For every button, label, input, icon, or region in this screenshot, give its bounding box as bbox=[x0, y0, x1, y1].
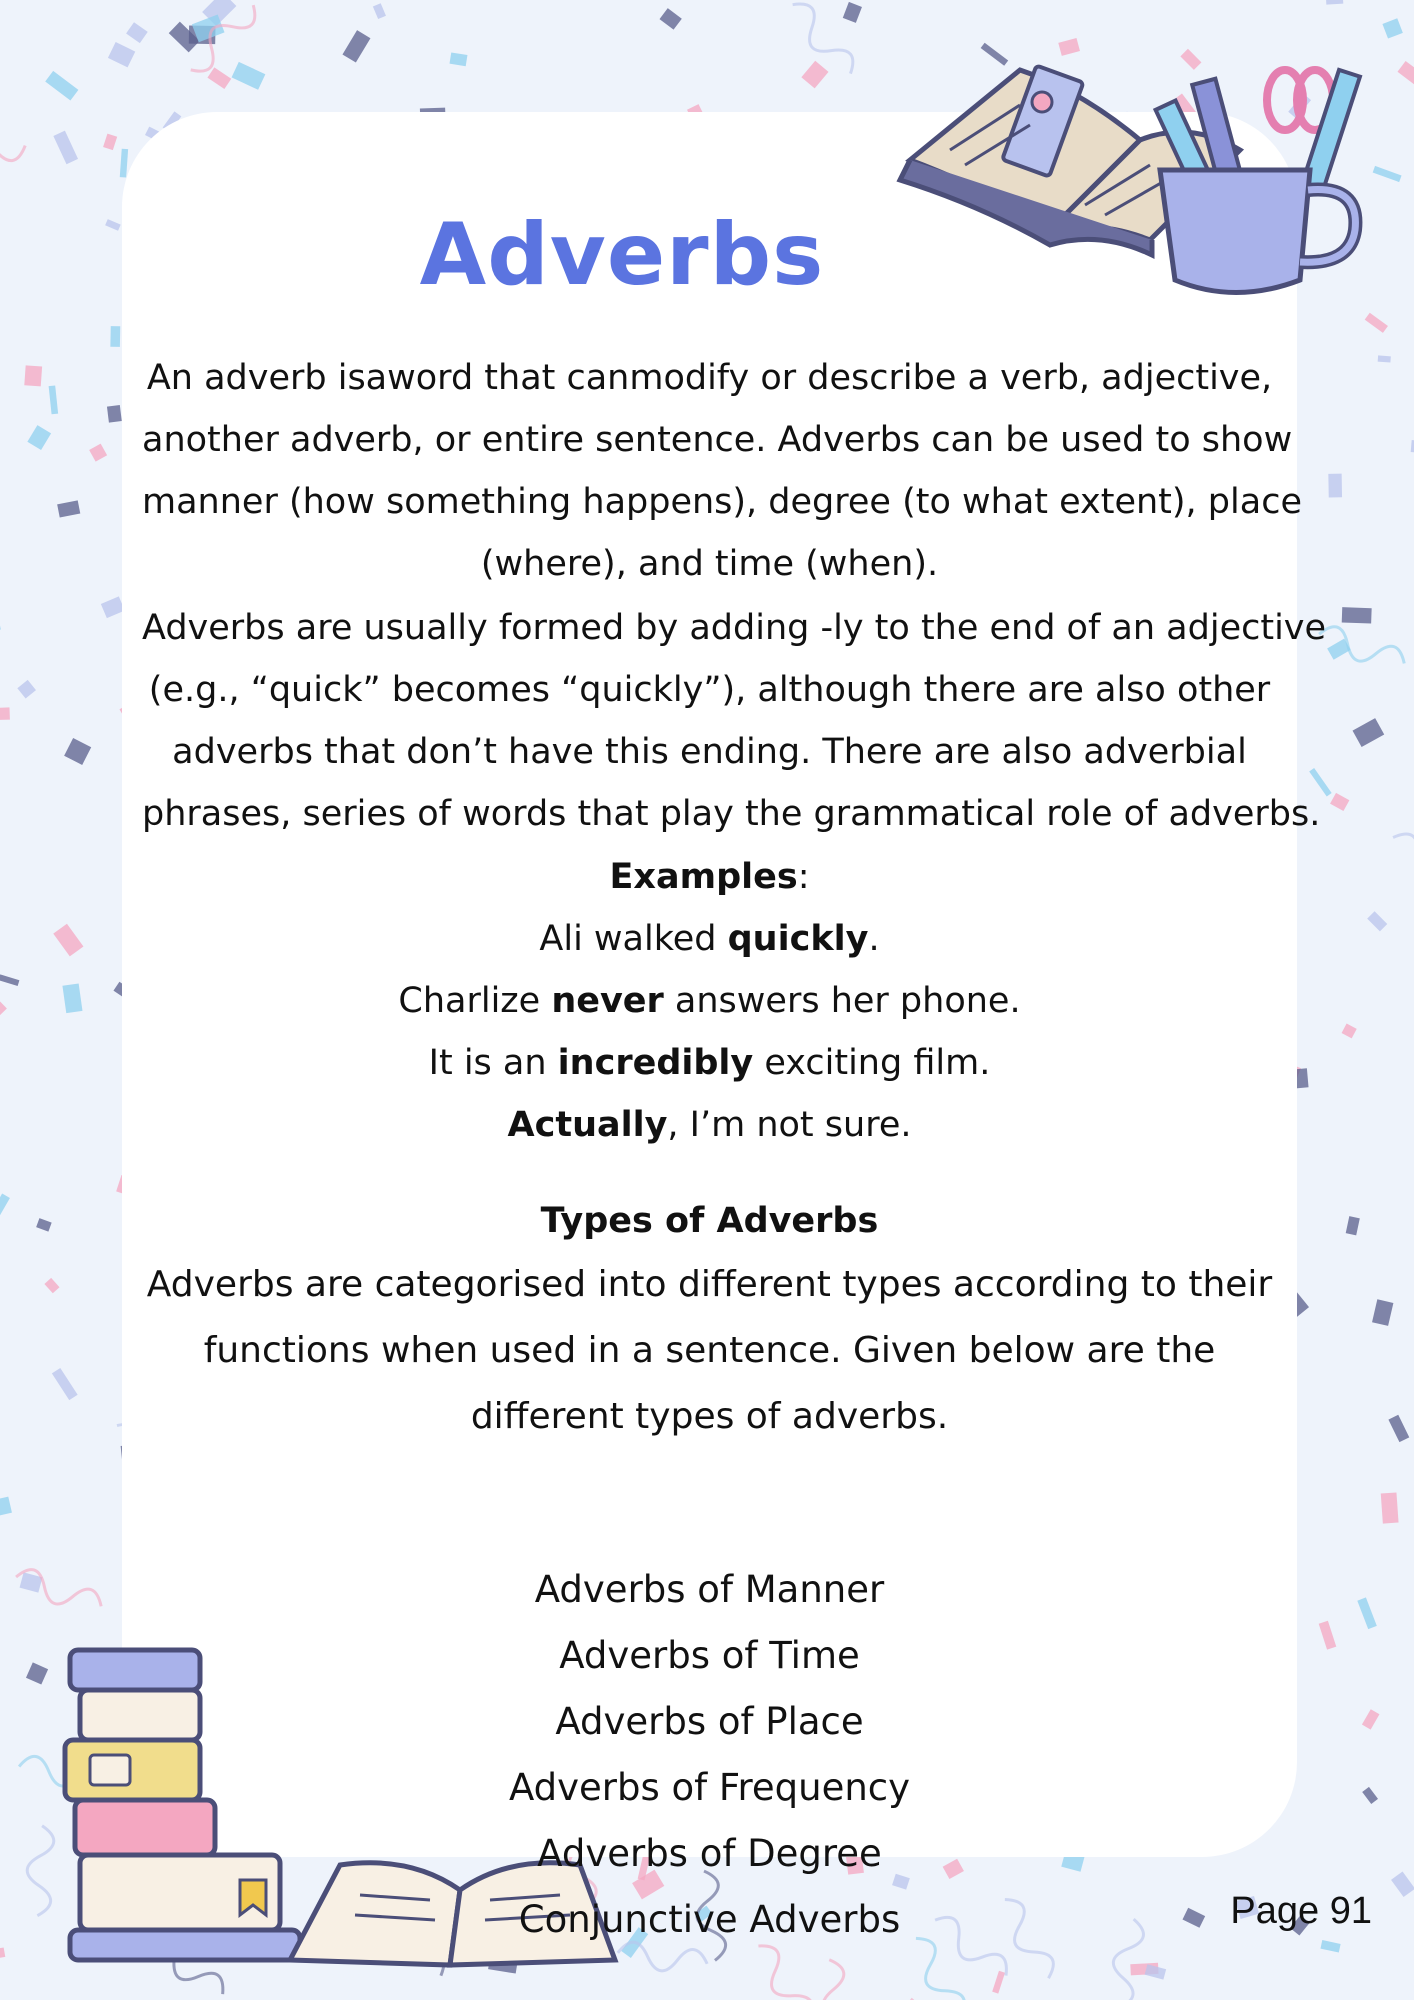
confetti-piece bbox=[1362, 1709, 1380, 1729]
confetti-piece bbox=[1382, 18, 1402, 38]
text-line: different types of adverbs. bbox=[470, 1396, 949, 1437]
confetti-piece bbox=[52, 1368, 78, 1400]
adverb-types-list bbox=[122, 1557, 1297, 1953]
examples-heading-colon: : bbox=[797, 857, 810, 897]
text-line: (e.g., “quick” becomes “quickly”), although there are also other bbox=[148, 670, 1271, 710]
example-adverb: quickly bbox=[727, 919, 869, 959]
confetti-piece bbox=[1362, 1787, 1378, 1804]
examples-heading bbox=[122, 846, 1297, 908]
text-line: Adverbs are usually formed by adding -ly to the end of an adjective bbox=[142, 608, 1327, 648]
example-text: It is an bbox=[428, 1043, 558, 1083]
confetti-piece bbox=[1145, 1964, 1167, 1979]
confetti-piece bbox=[108, 42, 135, 67]
text-line: (where), and time (when). bbox=[480, 544, 939, 584]
confetti-piece bbox=[1330, 793, 1349, 811]
list-item: Conjunctive Adverbs bbox=[518, 1898, 901, 1941]
confetti-piece bbox=[0, 707, 10, 720]
confetti-piece bbox=[1353, 718, 1385, 747]
example-text: Ali walked bbox=[539, 919, 728, 959]
confetti-piece bbox=[232, 62, 266, 90]
text-line: another adverb, or entire sentence. Adverbs can be used to show bbox=[142, 420, 1293, 460]
list-item: Adverbs of Degree bbox=[537, 1832, 882, 1875]
confetti-piece bbox=[1326, 0, 1343, 5]
list-item: Adverbs of Frequency bbox=[508, 1766, 911, 1809]
confetti-piece bbox=[49, 385, 59, 414]
confetti-piece bbox=[0, 1497, 12, 1517]
text-line: phrases, series of words that play the grammatical role of adverbs. bbox=[142, 794, 1321, 834]
confetti-piece bbox=[103, 134, 117, 151]
confetti-piece bbox=[24, 365, 42, 386]
confetti-squiggle bbox=[817, 1958, 854, 2000]
confetti-piece bbox=[27, 425, 51, 450]
confetti-piece bbox=[57, 500, 80, 517]
confetti-piece bbox=[1378, 355, 1391, 362]
confetti-squiggle bbox=[1386, 827, 1414, 899]
confetti-piece bbox=[660, 8, 682, 30]
confetti-piece bbox=[126, 22, 148, 43]
confetti-piece bbox=[450, 52, 468, 66]
page-title: Adverbs bbox=[419, 205, 825, 305]
example-sentence bbox=[122, 908, 1297, 970]
confetti-piece bbox=[62, 983, 82, 1013]
confetti-piece bbox=[1381, 1492, 1399, 1523]
confetti-squiggle bbox=[25, 1825, 55, 1916]
confetti-piece bbox=[1391, 1871, 1414, 1897]
confetti-piece bbox=[44, 1278, 59, 1293]
confetti-piece bbox=[1357, 1597, 1377, 1629]
text-line: manner (how something happens), degree (to what extent), place bbox=[142, 482, 1302, 522]
types-heading-label: Types of Adverbs bbox=[540, 1201, 879, 1241]
list-item: Adverbs of Manner bbox=[534, 1568, 885, 1611]
confetti-piece bbox=[45, 71, 78, 101]
confetti-piece bbox=[36, 1218, 52, 1231]
confetti-piece bbox=[1319, 1621, 1337, 1650]
confetti-piece bbox=[1309, 768, 1331, 796]
confetti-piece bbox=[0, 1002, 7, 1021]
confetti-piece bbox=[53, 131, 78, 165]
list-item: Adverbs of Place bbox=[555, 1700, 864, 1743]
confetti-piece bbox=[110, 326, 120, 347]
confetti-piece bbox=[1365, 313, 1388, 333]
confetti-piece bbox=[1342, 1024, 1357, 1039]
confetti-piece bbox=[801, 61, 828, 89]
confetti-piece bbox=[53, 924, 83, 957]
confetti-piece bbox=[992, 1971, 1005, 1994]
confetti-piece bbox=[26, 1662, 48, 1684]
confetti-piece bbox=[17, 680, 36, 699]
confetti-piece bbox=[373, 3, 386, 19]
confetti-squiggle bbox=[0, 133, 27, 173]
confetti-piece bbox=[105, 219, 121, 231]
text-line: adverbs that don’t have this ending. There are also adverbial bbox=[172, 732, 1247, 772]
example-sentence bbox=[122, 1032, 1297, 1094]
intro-paragraph-2 bbox=[142, 597, 1327, 845]
intro-paragraph-1 bbox=[142, 347, 1302, 595]
confetti-piece bbox=[0, 1194, 10, 1219]
confetti-piece bbox=[1372, 1299, 1393, 1326]
confetti-piece bbox=[64, 738, 91, 765]
example-sentence bbox=[122, 970, 1297, 1032]
confetti-piece bbox=[342, 30, 370, 62]
example-text: , I’m not sure. bbox=[667, 1105, 912, 1145]
confetti-piece bbox=[1328, 474, 1342, 498]
example-text: answers her phone. bbox=[663, 981, 1021, 1021]
confetti-piece bbox=[107, 405, 122, 423]
types-description bbox=[142, 1252, 1277, 1450]
text-line: An adverb isaword that canmodify or describe a verb, adjective, bbox=[146, 358, 1273, 398]
confetti-piece bbox=[1388, 1415, 1409, 1442]
page-number: Page 91 bbox=[1230, 1890, 1372, 1932]
confetti-piece bbox=[1367, 911, 1387, 931]
types-heading bbox=[122, 1190, 1297, 1252]
confetti-piece bbox=[1373, 166, 1402, 182]
confetti-piece bbox=[843, 2, 862, 23]
example-text: . bbox=[868, 919, 880, 959]
confetti-piece bbox=[1397, 61, 1414, 89]
example-adverb: incredibly bbox=[557, 1043, 754, 1083]
example-text: Charlize bbox=[398, 981, 552, 1021]
confetti-piece bbox=[1346, 1216, 1360, 1235]
example-adverb: never bbox=[551, 981, 664, 1021]
confetti-piece bbox=[89, 444, 107, 462]
text-line: functions when used in a sentence. Given below are the bbox=[203, 1330, 1216, 1371]
list-item: Adverbs of Time bbox=[559, 1634, 860, 1677]
text-line: Adverbs are categorised into different types according to their bbox=[146, 1264, 1273, 1305]
confetti-piece bbox=[1320, 1940, 1340, 1952]
example-sentence bbox=[122, 1094, 1297, 1156]
confetti-piece bbox=[0, 618, 1, 634]
confetti-piece bbox=[207, 67, 231, 89]
confetti-piece bbox=[0, 974, 19, 986]
example-adverb: Actually bbox=[507, 1105, 668, 1145]
pencil-cup-icon bbox=[1156, 70, 1360, 293]
confetti-piece bbox=[1342, 607, 1372, 623]
confetti-piece bbox=[0, 1948, 5, 1961]
example-text: exciting film. bbox=[753, 1043, 991, 1083]
examples-heading-label: Examples bbox=[609, 857, 798, 897]
